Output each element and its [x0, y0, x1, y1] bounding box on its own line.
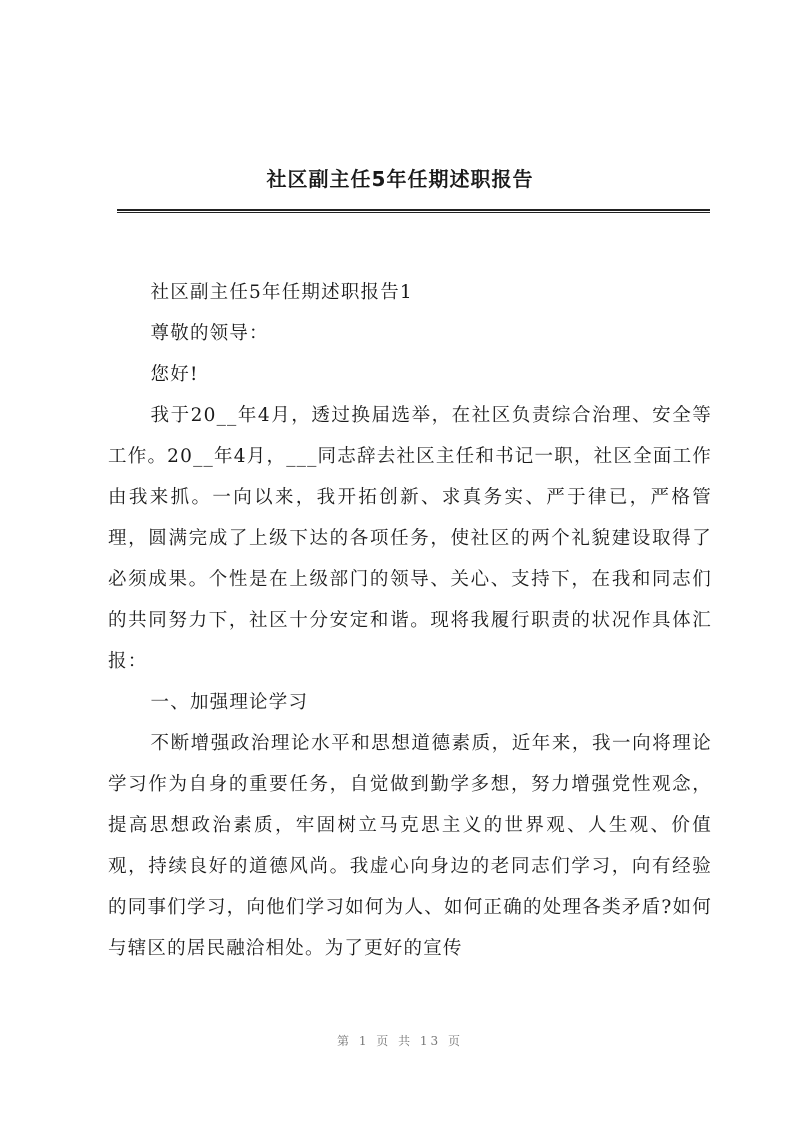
page-number-footer: 第 1 页 共 13 页 [337, 1034, 463, 1048]
document-body [108, 272, 712, 969]
document-title: 社区副主任5年任期述职报告 [266, 167, 534, 191]
body-paragraph-theory: 不断增强政治理论水平和思想道德素质，近年来，我一向将理论学习作为自身的重要任务，自觉做到勤学多想，努力增强党性观念，提高思想政治素质，牢固树立马克思主义的世界观、人生观、价值观，持续良好的道德风尚。我虚心向身边的老同志们学习，向有经验的同事们学习，向他们学习如何为人、如何正确的处理各类矛盾?如何与辖区的居民融洽相处。为了更好的宣传 [108, 733, 712, 959]
title-divider [117, 209, 710, 213]
body-paragraph-salutation: 尊敬的领导： [150, 323, 269, 344]
body-section-heading: 一、加强理论学习 [150, 692, 309, 713]
body-paragraph-intro: 我于20__年4月，透过换届选举，在社区负责综合治理、安全等工作。20__年4月，___同志辞去社区主任和书记一职，社区全面工作由我来抓。一向以来，我开拓创新、求真务实、严于律已，严格管理，圆满完成了上级下达的各项任务，使社区的两个礼貌建设取得了必须成果。个性是在上级部门的领导、关心、支持下，在我和同志们的共同努力下，社区十分安定和谐。现将我履行职责的状况作具体汇报： [108, 405, 712, 672]
body-paragraph-greeting: 您好! [150, 364, 199, 385]
body-paragraph-heading: 社区副主任5年任期述职报告1 [150, 282, 413, 303]
